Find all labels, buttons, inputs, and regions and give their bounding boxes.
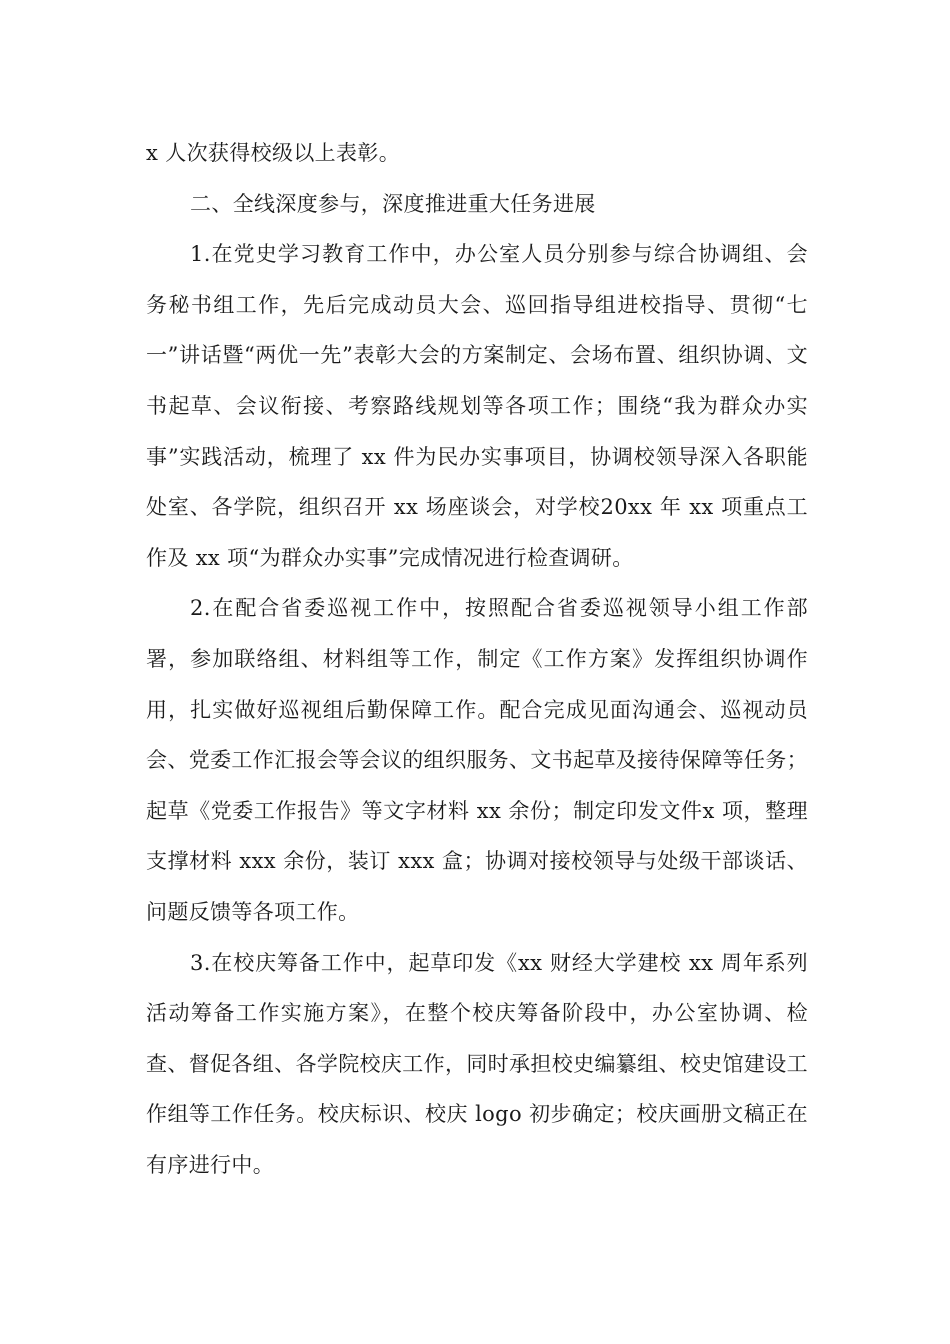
paragraph-item-1: 1.在党史学习教育工作中，办公室人员分别参与综合协调组、会务秘书组工作，先后完成动员大会、巡回指导组进校指导、贯彻“七一”讲话暨“两优一先”表彰大会的方案制定、会场布置、组织协调、文书起草、会议衔接、考察路线规划等各项工作；围绕“我为群众办实事”实践活动，梳理了 xx 件为民办实事项目，协调校领导深入各职能处室、各学院，组织召开 xx 场座谈会，对学校20xx 年 xx 项重点工作及 xx 项“为群众办实事”完成情况进行检查调研。 — [146, 242, 808, 570]
document-page — [146, 128, 808, 1190]
paragraph-item-2: 2.在配合省委巡视工作中，按照配合省委巡视领导小组工作部署，参加联络组、材料组等工作，制定《工作方案》发挥组织协调作用，扎实做好巡视组后勤保障工作。配合完成见面沟通会、巡视动员会、党委工作汇报会等会议的组织服务、文书起草及接待保障等任务；起草《党委工作报告》等文字材料 xx 余份；制定印发文件x 项，整理支撑材料 xxx 余份，装订 xxx 盒；协调对接校领导与处级干部谈话、问题反馈等各项工作。 — [146, 596, 808, 924]
paragraph-continuation: x 人次获得校级以上表彰。 — [146, 141, 401, 165]
section-heading: 二、全线深度参与，深度推进重大任务进展 — [190, 191, 596, 216]
paragraph-item-3: 3.在校庆筹备工作中，起草印发《xx 财经大学建校 xx 周年系列活动筹备工作实施方案》，在整个校庆筹备阶段中，办公室协调、检查、督促各组、各学院校庆工作，同时承担校史编纂组、校史馆建设工作组等工作任务。校庆标识、校庆 logo 初步确定；校庆画册文稿正在有序进行中。 — [146, 950, 808, 1177]
